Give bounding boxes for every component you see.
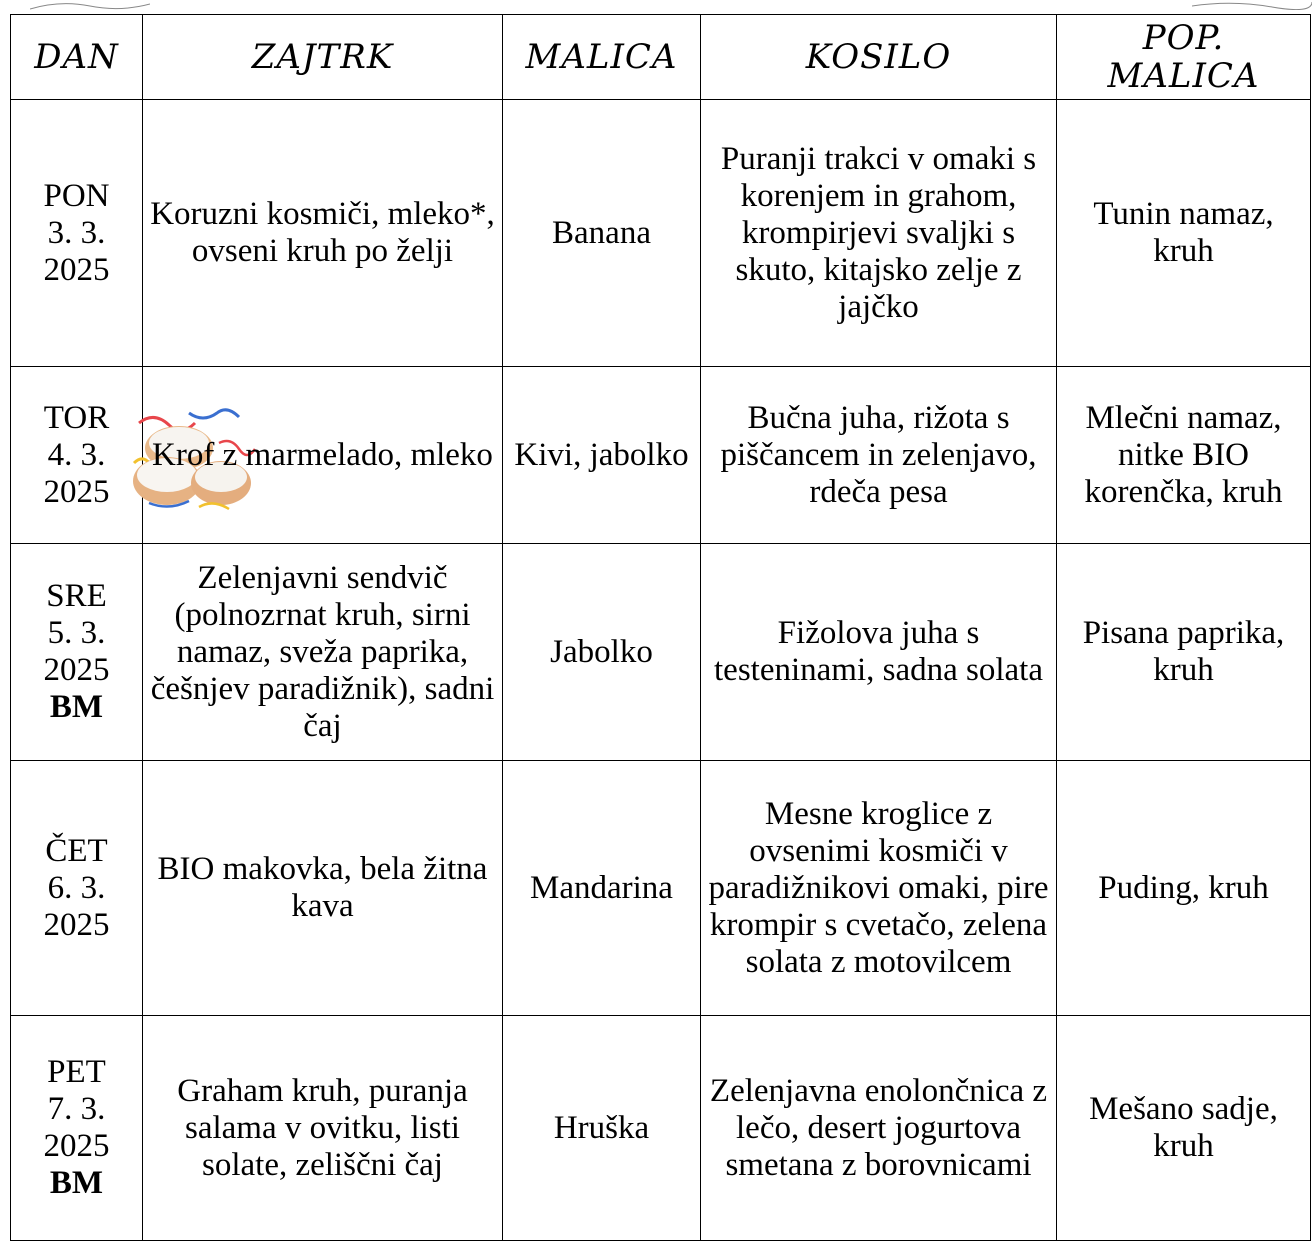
day-name: PET [47,1054,106,1090]
day-tag: BM [49,1165,104,1201]
table-row [11,761,1311,1016]
afternoon-snack-cell: Mlečni namaz, nitke BIO korenčka, kruh [1057,367,1311,544]
snack-cell: Kivi, jabolko [503,367,701,544]
day-cell [11,544,143,761]
day-date: 4. 3. [47,436,106,473]
weekly-menu-table [10,14,1311,1241]
snack-cell: Mandarina [503,761,701,1016]
table-row [11,100,1311,367]
table-row [11,544,1311,761]
day-name: PON [43,177,110,214]
header-breakfast: ZAJTRK [143,15,503,100]
header-row [11,15,1311,100]
day-date: 5. 3. [47,615,106,651]
day-year: 2025 [43,1128,110,1164]
snack-cell: Hruška [503,1016,701,1241]
day-cell [11,367,143,544]
afternoon-snack-cell: Tunin namaz, kruh [1057,100,1311,367]
day-year: 2025 [43,906,110,943]
day-cell [11,100,143,367]
ornament-top-right [1192,0,1312,10]
table-row [11,1016,1311,1241]
day-cell [11,761,143,1016]
breakfast-cell [143,367,503,544]
header-afternoon-snack-line1: POP. [1142,18,1225,58]
lunch-cell: Fižolova juha s testeninami, sadna solata [701,544,1057,761]
lunch-cell: Bučna juha, rižota s piščancem in zelenjavo, rdeča pesa [701,367,1057,544]
breakfast-cell: Zelenjavni sendvič (polnozrnat kruh, sirni namaz, sveža paprika, češnjev paradižnik), sadni čaj [143,544,503,761]
snack-cell: Banana [503,100,701,367]
lunch-cell: Mesne kroglice z ovsenimi kosmiči v paradižnikovi omaki, pire krompir s cvetačo, zelena solata z motovilcem [701,761,1057,1016]
day-name: SRE [46,578,107,614]
day-name: TOR [43,399,110,436]
day-year: 2025 [43,652,110,688]
header-lunch: KOSILO [701,15,1057,100]
lunch-cell: Puranji trakci v omaki s korenjem in grahom, krompirjevi svaljki s skuto, kitajsko zelje z jajčko [701,100,1057,367]
afternoon-snack-cell: Puding, kruh [1057,761,1311,1016]
breakfast-cell: BIO makovka, bela žitna kava [143,761,503,1016]
day-date: 3. 3. [47,214,106,251]
afternoon-snack-cell: Pisana paprika, kruh [1057,544,1311,761]
header-snack: MALICA [503,15,701,100]
lunch-cell: Zelenjavna enolončnica z lečo, desert jogurtova smetana z borovnicami [701,1016,1057,1241]
day-date: 6. 3. [47,869,106,906]
header-day: DAN [11,15,143,100]
snack-cell: Jabolko [503,544,701,761]
day-year: 2025 [43,473,110,510]
day-cell [11,1016,143,1241]
day-date: 7. 3. [47,1091,106,1127]
breakfast-cell: Graham kruh, puranja salama v ovitku, listi solate, zeliščni čaj [143,1016,503,1241]
day-name: ČET [45,832,108,869]
day-tag: BM [49,689,104,725]
day-year: 2025 [43,251,110,288]
breakfast-text: Krof z marmelado, mleko [152,436,493,473]
afternoon-snack-cell: Mešano sadje, kruh [1057,1016,1311,1241]
header-afternoon-snack-line2: MALICA [1107,56,1260,96]
header-afternoon-snack [1057,15,1311,100]
table-row [11,367,1311,544]
ornament-top-left [30,0,150,10]
breakfast-cell: Koruzni kosmiči, mleko*, ovseni kruh po želji [143,100,503,367]
